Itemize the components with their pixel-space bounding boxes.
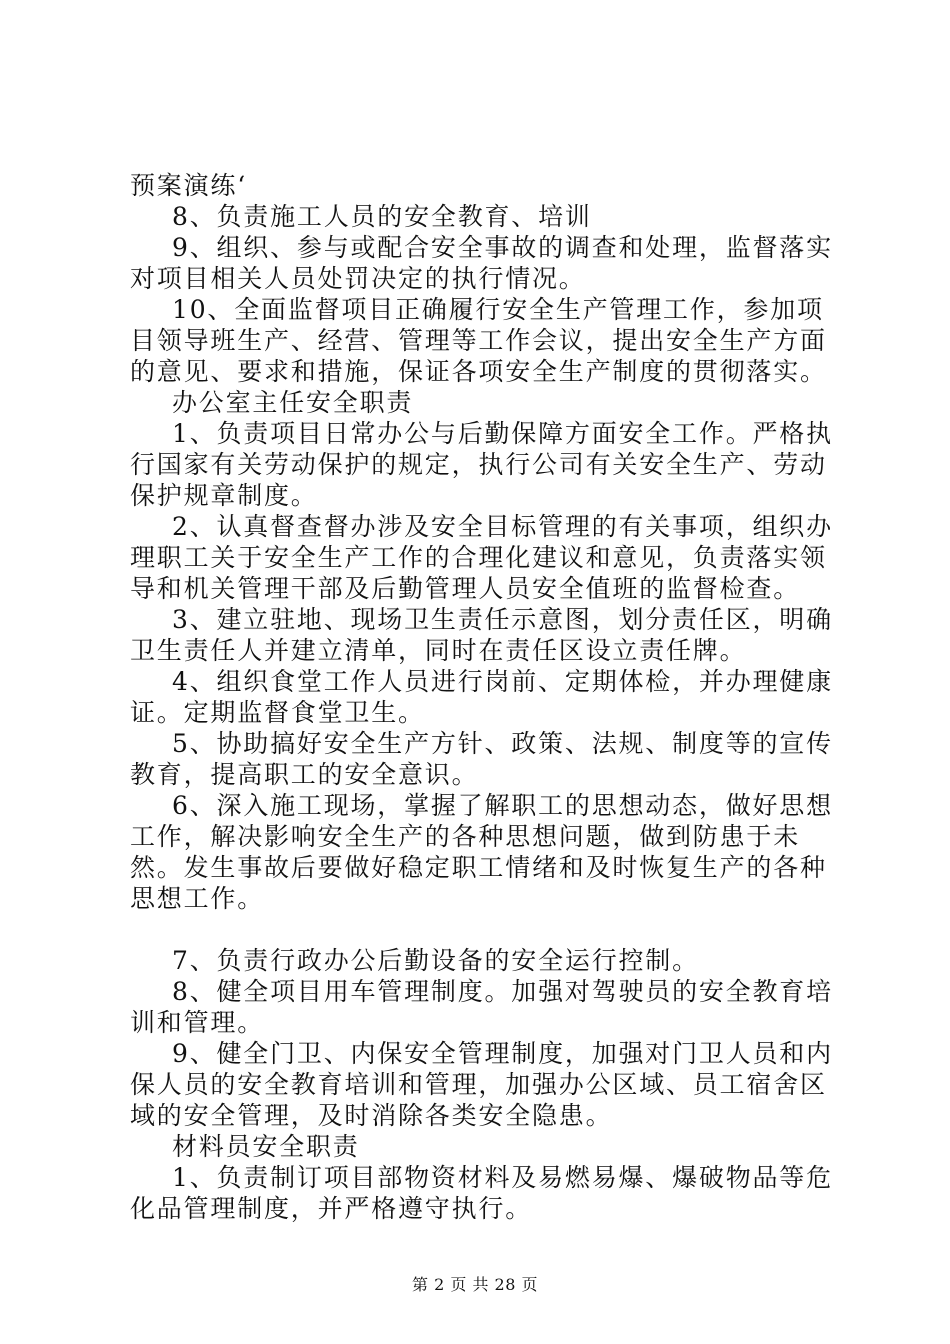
section-heading-office-director: 办公室主任安全职责 bbox=[172, 388, 414, 417]
paragraph-office-item-6: 6、深入施工现场，掌握了解职工的思想动态，做好思想工作，解决影响安全生产的各种思想问题，做到防患于未然。发生事故后要做好稳定职工情绪和及时恢复生产的各种思想工作。 bbox=[130, 791, 833, 913]
paragraph-continuation: 预案演练‘ bbox=[130, 171, 247, 200]
paragraph-item-10: 10、全面监督项目正确履行安全生产管理工作，参加项目领导班生产、经营、管理等工作会议，提出安全生产方面的意见、要求和措施，保证各项安全生产制度的贯彻落实。 bbox=[130, 295, 827, 386]
paragraph-materials-item-1: 1、负责制订项目部物资材料及易燃易爆、爆破物品等危化品管理制度，并严格遵守执行。 bbox=[130, 1163, 833, 1223]
paragraph-office-item-5: 5、协助搞好安全生产方针、政策、法规、制度等的宣传教育，提高职工的安全意识。 bbox=[130, 729, 833, 789]
section-heading-materials-clerk: 材料员安全职责 bbox=[172, 1132, 360, 1161]
paragraph-office-item-4: 4、组织食堂工作人员进行岗前、定期体检，并办理健康证。定期监督食堂卫生。 bbox=[130, 667, 833, 727]
paragraph-office-item-9: 9、健全门卫、内保安全管理制度，加强对门卫人员和内保人员的安全教育培训和管理，加强办公区域、员工宿舍区域的安全管理，及时消除各类安全隐患。 bbox=[130, 1039, 833, 1130]
paragraph-office-item-8: 8、健全项目用车管理制度。加强对驾驶员的安全教育培训和管理。 bbox=[130, 977, 833, 1037]
paragraph-office-item-1: 1、负责项目日常办公与后勤保障方面安全工作。严格执行国家有关劳动保护的规定，执行公司有关安全生产、劳动保护规章制度。 bbox=[130, 419, 833, 510]
paragraph-item-8: 8、负责施工人员的安全教育、培训 bbox=[172, 202, 592, 231]
document-body bbox=[130, 170, 835, 1224]
paragraph-office-item-3: 3、建立驻地、现场卫生责任示意图，划分责任区，明确卫生责任人并建立清单，同时在责任区设立责任牌。 bbox=[130, 605, 833, 665]
page-number-footer: 第 2 页 共 28 页 bbox=[412, 1275, 538, 1294]
paragraph-office-item-2: 2、认真督查督办涉及安全目标管理的有关事项，组织办理职工关于安全生产工作的合理化建议和意见，负责落实领导和机关管理干部及后勤管理人员安全值班的监督检查。 bbox=[130, 512, 833, 603]
blank-line bbox=[130, 914, 835, 945]
paragraph-office-item-7: 7、负责行政办公后勤设备的安全运行控制。 bbox=[172, 946, 699, 975]
paragraph-item-9: 9、组织、参与或配合安全事故的调查和处理，监督落实对项目相关人员处罚决定的执行情况。 bbox=[130, 233, 833, 293]
